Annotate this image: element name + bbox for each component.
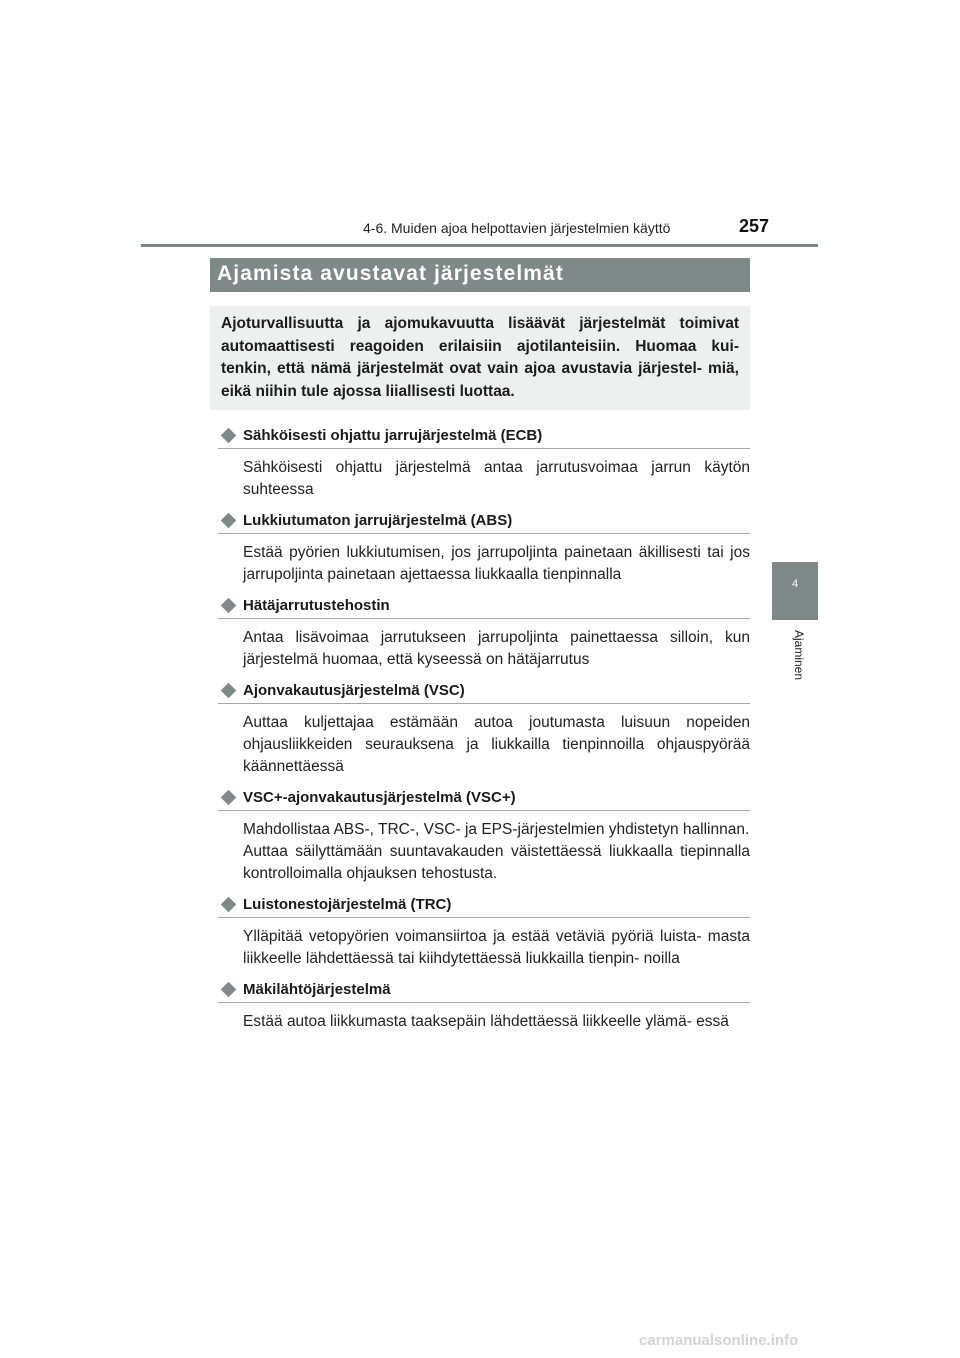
diamond-icon <box>221 897 237 913</box>
feature-heading <box>218 510 750 534</box>
feature-title: Luistonestojärjestelmä (TRC) <box>243 896 452 913</box>
feature-heading <box>218 894 750 918</box>
feature-heading <box>218 595 750 619</box>
header-section-title: 4-6. Muiden ajoa helpottavien järjestelmien käyttö <box>363 220 671 236</box>
feature-heading <box>218 979 750 1003</box>
feature-description: Antaa lisävoimaa jarrutukseen jarrupoljinta painettaessa silloin, kun järjestelmä huomaa, että kyseessä on hätäjarrutus <box>243 629 750 668</box>
feature-hill-start <box>218 979 750 1033</box>
intro-text: Ajoturvallisuutta ja ajomukavuutta lisäävät järjestelmät toimivat automaattisesti reagoiden erilaisiin ajotilanteisiin. Huomaa kui- tenkin, että nämä järjestelmät ovat vain ajoa avustavia järjestel- miä, eikä niihin tule ajossa liiallisesti luottaa. <box>221 315 739 400</box>
feature-description-line: Mahdollistaa ABS-, TRC-, VSC- ja EPS-järjestelmien yhdistetyn hallinnan. <box>243 821 750 838</box>
diamond-icon <box>221 428 237 444</box>
diamond-icon <box>221 513 237 529</box>
feature-trc <box>218 894 750 970</box>
diamond-icon <box>221 982 237 998</box>
feature-description <box>243 819 750 885</box>
feature-heading <box>218 425 750 449</box>
feature-vsc-plus <box>218 787 750 885</box>
feature-title: VSC+-ajonvakautusjärjestelmä (VSC+) <box>243 789 516 806</box>
feature-description: Auttaa kuljettajaa estämään autoa joutumasta luisuun nopeiden ohjausliikkeiden seurauksena ja liukkailla tienpinnoilla ohjauspyörää käännettäessä <box>243 714 750 775</box>
feature-title: Hätäjarrutustehostin <box>243 597 390 614</box>
feature-title: Lukkiutumaton jarrujärjestelmä (ABS) <box>243 512 513 529</box>
watermark: carmanualsonline.info <box>639 1332 799 1349</box>
feature-ecb <box>218 425 750 501</box>
feature-description: Ylläpitää vetopyörien voimansiirtoa ja estää vetäviä pyöriä luista- masta liikkeelle lähdettäessä tai kiihdytettäessä liukkailla tienpin- noilla <box>243 928 750 967</box>
feature-description: Estää autoa liikkumasta taaksepäin lähdettäessä liikkeelle ylämä- essä <box>243 1013 729 1030</box>
feature-vsc <box>218 680 750 778</box>
diamond-icon <box>221 683 237 699</box>
feature-list <box>218 425 750 1042</box>
feature-heading <box>218 680 750 704</box>
header-rule <box>141 244 818 247</box>
diamond-icon <box>221 790 237 806</box>
feature-description: Sähköisesti ohjattu järjestelmä antaa jarrutusvoimaa jarrun käytön suhteessa <box>243 459 750 498</box>
section-title: Ajamista avustavat järjestelmät <box>217 262 564 285</box>
feature-title: Ajonvakautusjärjestelmä (VSC) <box>243 682 465 699</box>
feature-brake-assist <box>218 595 750 671</box>
feature-abs <box>218 510 750 586</box>
feature-description-line: Auttaa säilyttämään suuntavakauden väistettäessä liukkaalla tiepinnalla kontrolloimalla ohjauksen tehostusta. <box>243 843 750 882</box>
page-number: 257 <box>739 216 770 236</box>
chapter-tab[interactable] <box>772 562 818 620</box>
diamond-icon <box>221 598 237 614</box>
chapter-tab-number: 4 <box>791 578 799 590</box>
intro-box <box>210 306 750 410</box>
feature-heading <box>218 787 750 811</box>
section-title-bar <box>210 258 750 292</box>
feature-title: Sähköisesti ohjattu jarrujärjestelmä (ECB) <box>243 427 543 444</box>
feature-description: Estää pyörien lukkiutumisen, jos jarrupoljinta painetaan äkillisesti tai jos jarrupoljinta painetaan ajettaessa liukkaalla tienpinnalla <box>243 544 750 583</box>
chapter-tab-label: Ajaminen <box>792 630 806 681</box>
feature-title: Mäkilähtöjärjestelmä <box>243 981 391 998</box>
